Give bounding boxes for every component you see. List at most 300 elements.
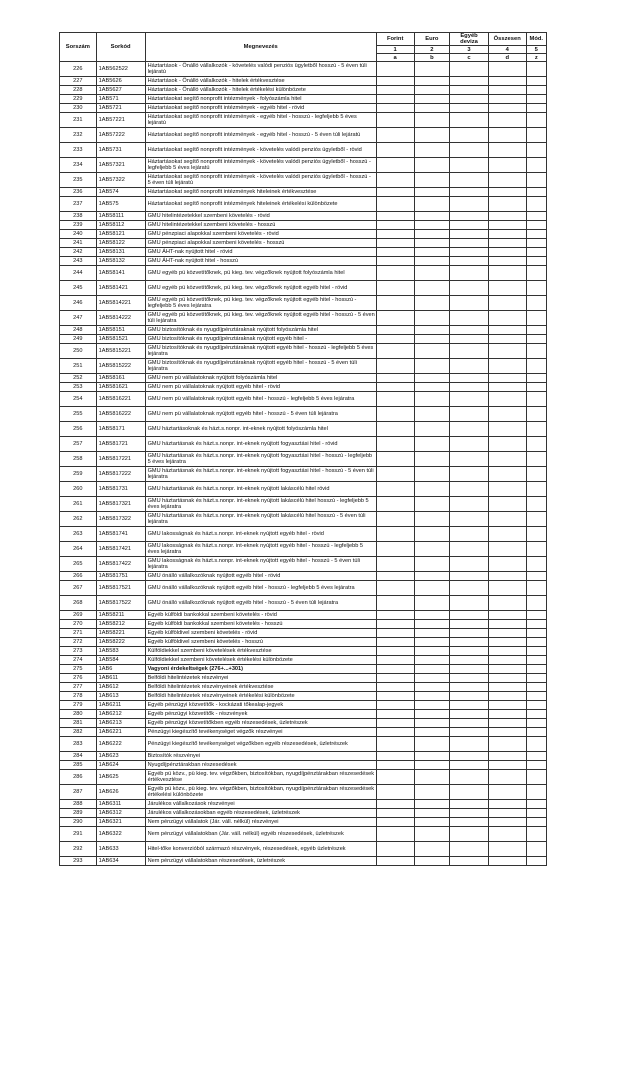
value-cell-egyeb-deviza[interactable] — [450, 620, 489, 629]
value-cell-egyeb-deviza[interactable] — [450, 296, 489, 311]
value-cell-egyeb-deviza[interactable] — [450, 737, 489, 752]
value-cell-osszesen[interactable] — [488, 656, 526, 665]
value-cell-egyeb-deviza[interactable] — [450, 809, 489, 818]
value-cell-forint[interactable] — [376, 611, 414, 620]
value-cell-euro[interactable] — [414, 701, 450, 710]
value-cell-euro[interactable] — [414, 629, 450, 638]
value-cell-euro[interactable] — [414, 737, 450, 752]
value-cell-mod[interactable] — [526, 143, 546, 158]
value-cell-mod[interactable] — [526, 326, 546, 335]
value-cell-mod[interactable] — [526, 77, 546, 86]
value-cell-forint[interactable] — [376, 422, 414, 437]
value-cell-mod[interactable] — [526, 638, 546, 647]
value-cell-mod[interactable] — [526, 512, 546, 527]
value-cell-euro[interactable] — [414, 581, 450, 596]
value-cell-osszesen[interactable] — [488, 437, 526, 452]
value-cell-mod[interactable] — [526, 230, 546, 239]
value-cell-forint[interactable] — [376, 221, 414, 230]
value-cell-osszesen[interactable] — [488, 692, 526, 701]
value-cell-forint[interactable] — [376, 482, 414, 497]
value-cell-euro[interactable] — [414, 143, 450, 158]
value-cell-euro[interactable] — [414, 752, 450, 761]
value-cell-forint[interactable] — [376, 710, 414, 719]
value-cell-euro[interactable] — [414, 248, 450, 257]
value-cell-forint[interactable] — [376, 359, 414, 374]
value-cell-mod[interactable] — [526, 719, 546, 728]
value-cell-egyeb-deviza[interactable] — [450, 128, 489, 143]
value-cell-egyeb-deviza[interactable] — [450, 629, 489, 638]
value-cell-egyeb-deviza[interactable] — [450, 596, 489, 611]
value-cell-egyeb-deviza[interactable] — [450, 326, 489, 335]
value-cell-osszesen[interactable] — [488, 800, 526, 809]
value-cell-mod[interactable] — [526, 266, 546, 281]
value-cell-egyeb-deviza[interactable] — [450, 437, 489, 452]
value-cell-mod[interactable] — [526, 173, 546, 188]
value-cell-mod[interactable] — [526, 581, 546, 596]
value-cell-forint[interactable] — [376, 143, 414, 158]
value-cell-forint[interactable] — [376, 326, 414, 335]
value-cell-forint[interactable] — [376, 752, 414, 761]
value-cell-euro[interactable] — [414, 842, 450, 857]
value-cell-mod[interactable] — [526, 683, 546, 692]
value-cell-osszesen[interactable] — [488, 761, 526, 770]
value-cell-euro[interactable] — [414, 710, 450, 719]
value-cell-forint[interactable] — [376, 239, 414, 248]
value-cell-osszesen[interactable] — [488, 95, 526, 104]
value-cell-egyeb-deviza[interactable] — [450, 383, 489, 392]
value-cell-forint[interactable] — [376, 392, 414, 407]
value-cell-forint[interactable] — [376, 281, 414, 296]
value-cell-osszesen[interactable] — [488, 638, 526, 647]
value-cell-forint[interactable] — [376, 95, 414, 104]
value-cell-egyeb-deviza[interactable] — [450, 752, 489, 761]
value-cell-mod[interactable] — [526, 482, 546, 497]
value-cell-forint[interactable] — [376, 452, 414, 467]
value-cell-mod[interactable] — [526, 239, 546, 248]
value-cell-euro[interactable] — [414, 809, 450, 818]
value-cell-forint[interactable] — [376, 173, 414, 188]
value-cell-forint[interactable] — [376, 674, 414, 683]
value-cell-osszesen[interactable] — [488, 809, 526, 818]
value-cell-euro[interactable] — [414, 104, 450, 113]
value-cell-euro[interactable] — [414, 374, 450, 383]
value-cell-egyeb-deviza[interactable] — [450, 527, 489, 542]
value-cell-forint[interactable] — [376, 629, 414, 638]
value-cell-forint[interactable] — [376, 113, 414, 128]
value-cell-osszesen[interactable] — [488, 77, 526, 86]
value-cell-euro[interactable] — [414, 188, 450, 197]
value-cell-mod[interactable] — [526, 374, 546, 383]
value-cell-osszesen[interactable] — [488, 557, 526, 572]
value-cell-osszesen[interactable] — [488, 542, 526, 557]
value-cell-forint[interactable] — [376, 818, 414, 827]
value-cell-euro[interactable] — [414, 482, 450, 497]
value-cell-mod[interactable] — [526, 842, 546, 857]
value-cell-osszesen[interactable] — [488, 452, 526, 467]
value-cell-mod[interactable] — [526, 467, 546, 482]
value-cell-forint[interactable] — [376, 800, 414, 809]
value-cell-mod[interactable] — [526, 296, 546, 311]
value-cell-mod[interactable] — [526, 311, 546, 326]
value-cell-euro[interactable] — [414, 311, 450, 326]
value-cell-euro[interactable] — [414, 173, 450, 188]
value-cell-euro[interactable] — [414, 761, 450, 770]
value-cell-osszesen[interactable] — [488, 197, 526, 212]
value-cell-forint[interactable] — [376, 581, 414, 596]
value-cell-egyeb-deviza[interactable] — [450, 728, 489, 737]
value-cell-mod[interactable] — [526, 437, 546, 452]
value-cell-egyeb-deviza[interactable] — [450, 701, 489, 710]
value-cell-mod[interactable] — [526, 527, 546, 542]
value-cell-forint[interactable] — [376, 857, 414, 866]
value-cell-mod[interactable] — [526, 674, 546, 683]
value-cell-forint[interactable] — [376, 467, 414, 482]
value-cell-egyeb-deviza[interactable] — [450, 197, 489, 212]
value-cell-egyeb-deviza[interactable] — [450, 467, 489, 482]
value-cell-euro[interactable] — [414, 620, 450, 629]
value-cell-osszesen[interactable] — [488, 296, 526, 311]
value-cell-euro[interactable] — [414, 230, 450, 239]
value-cell-egyeb-deviza[interactable] — [450, 857, 489, 866]
value-cell-mod[interactable] — [526, 620, 546, 629]
value-cell-egyeb-deviza[interactable] — [450, 221, 489, 230]
value-cell-forint[interactable] — [376, 128, 414, 143]
value-cell-osszesen[interactable] — [488, 158, 526, 173]
value-cell-egyeb-deviza[interactable] — [450, 281, 489, 296]
value-cell-egyeb-deviza[interactable] — [450, 266, 489, 281]
value-cell-euro[interactable] — [414, 437, 450, 452]
value-cell-osszesen[interactable] — [488, 674, 526, 683]
value-cell-mod[interactable] — [526, 611, 546, 620]
value-cell-osszesen[interactable] — [488, 497, 526, 512]
value-cell-egyeb-deviza[interactable] — [450, 212, 489, 221]
value-cell-mod[interactable] — [526, 86, 546, 95]
value-cell-egyeb-deviza[interactable] — [450, 257, 489, 266]
value-cell-mod[interactable] — [526, 392, 546, 407]
value-cell-osszesen[interactable] — [488, 752, 526, 761]
value-cell-mod[interactable] — [526, 692, 546, 701]
value-cell-mod[interactable] — [526, 452, 546, 467]
value-cell-egyeb-deviza[interactable] — [450, 113, 489, 128]
value-cell-mod[interactable] — [526, 257, 546, 266]
value-cell-egyeb-deviza[interactable] — [450, 392, 489, 407]
value-cell-euro[interactable] — [414, 542, 450, 557]
value-cell-mod[interactable] — [526, 701, 546, 710]
value-cell-egyeb-deviza[interactable] — [450, 311, 489, 326]
value-cell-mod[interactable] — [526, 557, 546, 572]
value-cell-osszesen[interactable] — [488, 818, 526, 827]
value-cell-osszesen[interactable] — [488, 248, 526, 257]
value-cell-mod[interactable] — [526, 728, 546, 737]
value-cell-osszesen[interactable] — [488, 827, 526, 842]
value-cell-mod[interactable] — [526, 221, 546, 230]
value-cell-euro[interactable] — [414, 326, 450, 335]
value-cell-egyeb-deviza[interactable] — [450, 248, 489, 257]
value-cell-egyeb-deviza[interactable] — [450, 665, 489, 674]
value-cell-euro[interactable] — [414, 407, 450, 422]
value-cell-mod[interactable] — [526, 647, 546, 656]
value-cell-euro[interactable] — [414, 344, 450, 359]
value-cell-osszesen[interactable] — [488, 86, 526, 95]
value-cell-euro[interactable] — [414, 359, 450, 374]
value-cell-mod[interactable] — [526, 857, 546, 866]
value-cell-egyeb-deviza[interactable] — [450, 683, 489, 692]
value-cell-forint[interactable] — [376, 770, 414, 785]
value-cell-forint[interactable] — [376, 542, 414, 557]
value-cell-euro[interactable] — [414, 467, 450, 482]
value-cell-egyeb-deviza[interactable] — [450, 611, 489, 620]
value-cell-euro[interactable] — [414, 158, 450, 173]
value-cell-egyeb-deviza[interactable] — [450, 497, 489, 512]
value-cell-euro[interactable] — [414, 512, 450, 527]
value-cell-osszesen[interactable] — [488, 572, 526, 581]
value-cell-forint[interactable] — [376, 197, 414, 212]
value-cell-egyeb-deviza[interactable] — [450, 374, 489, 383]
value-cell-mod[interactable] — [526, 158, 546, 173]
value-cell-osszesen[interactable] — [488, 335, 526, 344]
value-cell-forint[interactable] — [376, 77, 414, 86]
value-cell-osszesen[interactable] — [488, 212, 526, 221]
value-cell-osszesen[interactable] — [488, 647, 526, 656]
value-cell-mod[interactable] — [526, 188, 546, 197]
value-cell-forint[interactable] — [376, 761, 414, 770]
value-cell-euro[interactable] — [414, 638, 450, 647]
value-cell-mod[interactable] — [526, 497, 546, 512]
value-cell-osszesen[interactable] — [488, 266, 526, 281]
value-cell-osszesen[interactable] — [488, 482, 526, 497]
value-cell-forint[interactable] — [376, 719, 414, 728]
value-cell-mod[interactable] — [526, 335, 546, 344]
value-cell-mod[interactable] — [526, 62, 546, 77]
value-cell-euro[interactable] — [414, 212, 450, 221]
value-cell-egyeb-deviza[interactable] — [450, 656, 489, 665]
value-cell-egyeb-deviza[interactable] — [450, 239, 489, 248]
value-cell-euro[interactable] — [414, 857, 450, 866]
value-cell-forint[interactable] — [376, 728, 414, 737]
value-cell-mod[interactable] — [526, 344, 546, 359]
value-cell-forint[interactable] — [376, 248, 414, 257]
value-cell-euro[interactable] — [414, 572, 450, 581]
value-cell-euro[interactable] — [414, 266, 450, 281]
value-cell-osszesen[interactable] — [488, 710, 526, 719]
value-cell-egyeb-deviza[interactable] — [450, 77, 489, 86]
value-cell-forint[interactable] — [376, 212, 414, 221]
value-cell-mod[interactable] — [526, 809, 546, 818]
value-cell-euro[interactable] — [414, 596, 450, 611]
value-cell-egyeb-deviza[interactable] — [450, 104, 489, 113]
value-cell-euro[interactable] — [414, 800, 450, 809]
value-cell-euro[interactable] — [414, 692, 450, 701]
value-cell-egyeb-deviza[interactable] — [450, 335, 489, 344]
value-cell-osszesen[interactable] — [488, 173, 526, 188]
value-cell-euro[interactable] — [414, 728, 450, 737]
value-cell-osszesen[interactable] — [488, 143, 526, 158]
value-cell-osszesen[interactable] — [488, 620, 526, 629]
value-cell-euro[interactable] — [414, 383, 450, 392]
value-cell-egyeb-deviza[interactable] — [450, 842, 489, 857]
value-cell-osszesen[interactable] — [488, 611, 526, 620]
value-cell-osszesen[interactable] — [488, 467, 526, 482]
value-cell-mod[interactable] — [526, 761, 546, 770]
value-cell-mod[interactable] — [526, 800, 546, 809]
value-cell-euro[interactable] — [414, 239, 450, 248]
value-cell-forint[interactable] — [376, 62, 414, 77]
value-cell-osszesen[interactable] — [488, 62, 526, 77]
value-cell-egyeb-deviza[interactable] — [450, 818, 489, 827]
value-cell-egyeb-deviza[interactable] — [450, 173, 489, 188]
value-cell-mod[interactable] — [526, 113, 546, 128]
value-cell-egyeb-deviza[interactable] — [450, 422, 489, 437]
value-cell-mod[interactable] — [526, 383, 546, 392]
value-cell-euro[interactable] — [414, 197, 450, 212]
value-cell-forint[interactable] — [376, 104, 414, 113]
value-cell-euro[interactable] — [414, 818, 450, 827]
value-cell-egyeb-deviza[interactable] — [450, 770, 489, 785]
value-cell-euro[interactable] — [414, 647, 450, 656]
value-cell-egyeb-deviza[interactable] — [450, 143, 489, 158]
value-cell-forint[interactable] — [376, 683, 414, 692]
value-cell-osszesen[interactable] — [488, 326, 526, 335]
value-cell-osszesen[interactable] — [488, 374, 526, 383]
value-cell-forint[interactable] — [376, 512, 414, 527]
value-cell-egyeb-deviza[interactable] — [450, 359, 489, 374]
value-cell-osszesen[interactable] — [488, 407, 526, 422]
value-cell-forint[interactable] — [376, 383, 414, 392]
value-cell-forint[interactable] — [376, 527, 414, 542]
value-cell-forint[interactable] — [376, 335, 414, 344]
value-cell-osszesen[interactable] — [488, 737, 526, 752]
value-cell-egyeb-deviza[interactable] — [450, 719, 489, 728]
value-cell-osszesen[interactable] — [488, 104, 526, 113]
value-cell-forint[interactable] — [376, 266, 414, 281]
value-cell-osszesen[interactable] — [488, 512, 526, 527]
value-cell-forint[interactable] — [376, 638, 414, 647]
value-cell-euro[interactable] — [414, 392, 450, 407]
value-cell-osszesen[interactable] — [488, 665, 526, 674]
value-cell-osszesen[interactable] — [488, 701, 526, 710]
value-cell-osszesen[interactable] — [488, 359, 526, 374]
value-cell-osszesen[interactable] — [488, 527, 526, 542]
value-cell-forint[interactable] — [376, 311, 414, 326]
value-cell-forint[interactable] — [376, 158, 414, 173]
value-cell-osszesen[interactable] — [488, 392, 526, 407]
value-cell-euro[interactable] — [414, 335, 450, 344]
value-cell-egyeb-deviza[interactable] — [450, 710, 489, 719]
value-cell-mod[interactable] — [526, 281, 546, 296]
value-cell-osszesen[interactable] — [488, 422, 526, 437]
value-cell-osszesen[interactable] — [488, 770, 526, 785]
value-cell-forint[interactable] — [376, 737, 414, 752]
value-cell-forint[interactable] — [376, 809, 414, 818]
value-cell-osszesen[interactable] — [488, 239, 526, 248]
value-cell-egyeb-deviza[interactable] — [450, 827, 489, 842]
value-cell-euro[interactable] — [414, 497, 450, 512]
value-cell-egyeb-deviza[interactable] — [450, 542, 489, 557]
value-cell-mod[interactable] — [526, 785, 546, 800]
value-cell-forint[interactable] — [376, 437, 414, 452]
value-cell-euro[interactable] — [414, 296, 450, 311]
value-cell-forint[interactable] — [376, 374, 414, 383]
value-cell-osszesen[interactable] — [488, 311, 526, 326]
value-cell-forint[interactable] — [376, 188, 414, 197]
value-cell-euro[interactable] — [414, 611, 450, 620]
value-cell-mod[interactable] — [526, 752, 546, 761]
value-cell-euro[interactable] — [414, 827, 450, 842]
value-cell-forint[interactable] — [376, 701, 414, 710]
value-cell-egyeb-deviza[interactable] — [450, 581, 489, 596]
value-cell-forint[interactable] — [376, 596, 414, 611]
value-cell-euro[interactable] — [414, 257, 450, 266]
value-cell-egyeb-deviza[interactable] — [450, 761, 489, 770]
value-cell-osszesen[interactable] — [488, 128, 526, 143]
value-cell-forint[interactable] — [376, 665, 414, 674]
value-cell-egyeb-deviza[interactable] — [450, 557, 489, 572]
value-cell-egyeb-deviza[interactable] — [450, 452, 489, 467]
value-cell-euro[interactable] — [414, 128, 450, 143]
value-cell-osszesen[interactable] — [488, 683, 526, 692]
value-cell-osszesen[interactable] — [488, 857, 526, 866]
value-cell-osszesen[interactable] — [488, 581, 526, 596]
value-cell-egyeb-deviza[interactable] — [450, 647, 489, 656]
value-cell-egyeb-deviza[interactable] — [450, 62, 489, 77]
value-cell-euro[interactable] — [414, 113, 450, 128]
value-cell-egyeb-deviza[interactable] — [450, 158, 489, 173]
value-cell-osszesen[interactable] — [488, 344, 526, 359]
value-cell-forint[interactable] — [376, 296, 414, 311]
value-cell-osszesen[interactable] — [488, 842, 526, 857]
value-cell-euro[interactable] — [414, 422, 450, 437]
value-cell-forint[interactable] — [376, 572, 414, 581]
value-cell-egyeb-deviza[interactable] — [450, 800, 489, 809]
value-cell-forint[interactable] — [376, 785, 414, 800]
value-cell-mod[interactable] — [526, 212, 546, 221]
value-cell-mod[interactable] — [526, 359, 546, 374]
value-cell-euro[interactable] — [414, 77, 450, 86]
value-cell-euro[interactable] — [414, 719, 450, 728]
value-cell-mod[interactable] — [526, 629, 546, 638]
value-cell-osszesen[interactable] — [488, 728, 526, 737]
value-cell-mod[interactable] — [526, 656, 546, 665]
value-cell-osszesen[interactable] — [488, 785, 526, 800]
value-cell-forint[interactable] — [376, 620, 414, 629]
value-cell-euro[interactable] — [414, 95, 450, 104]
value-cell-osszesen[interactable] — [488, 383, 526, 392]
value-cell-egyeb-deviza[interactable] — [450, 638, 489, 647]
value-cell-mod[interactable] — [526, 665, 546, 674]
value-cell-mod[interactable] — [526, 95, 546, 104]
value-cell-egyeb-deviza[interactable] — [450, 407, 489, 422]
value-cell-egyeb-deviza[interactable] — [450, 785, 489, 800]
value-cell-osszesen[interactable] — [488, 257, 526, 266]
value-cell-mod[interactable] — [526, 422, 546, 437]
value-cell-euro[interactable] — [414, 557, 450, 572]
value-cell-forint[interactable] — [376, 827, 414, 842]
value-cell-euro[interactable] — [414, 62, 450, 77]
value-cell-forint[interactable] — [376, 656, 414, 665]
value-cell-mod[interactable] — [526, 248, 546, 257]
value-cell-egyeb-deviza[interactable] — [450, 344, 489, 359]
value-cell-mod[interactable] — [526, 827, 546, 842]
value-cell-egyeb-deviza[interactable] — [450, 95, 489, 104]
value-cell-forint[interactable] — [376, 257, 414, 266]
value-cell-euro[interactable] — [414, 221, 450, 230]
value-cell-mod[interactable] — [526, 818, 546, 827]
value-cell-mod[interactable] — [526, 197, 546, 212]
value-cell-egyeb-deviza[interactable] — [450, 188, 489, 197]
value-cell-osszesen[interactable] — [488, 230, 526, 239]
value-cell-osszesen[interactable] — [488, 719, 526, 728]
value-cell-euro[interactable] — [414, 86, 450, 95]
